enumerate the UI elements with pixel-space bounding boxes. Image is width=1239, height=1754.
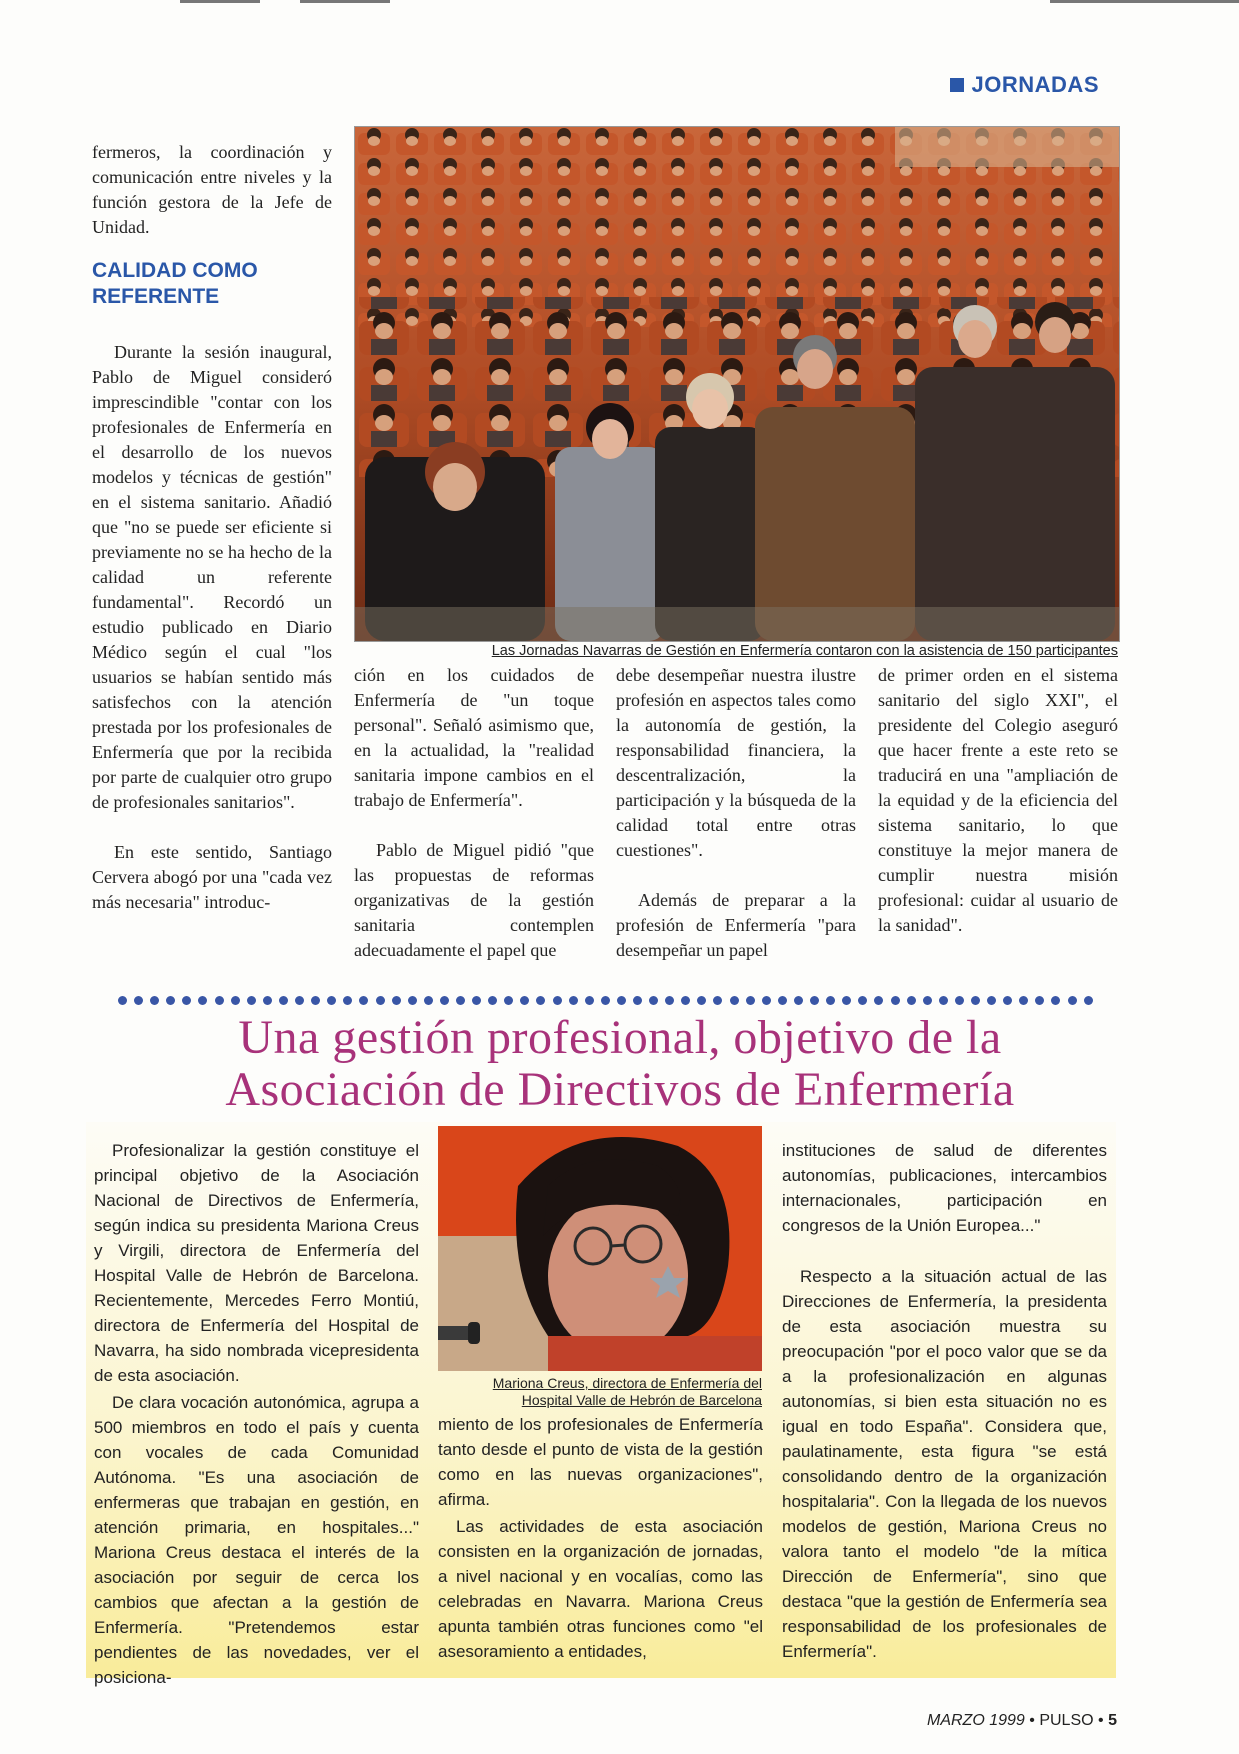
scan-mark [300,0,390,3]
scan-mark [1050,0,1239,3]
scan-mark [180,0,260,3]
column-2 [354,663,594,963]
separator-dot [874,996,883,1005]
section-tag [950,72,1099,98]
paragraph: miento de los profesionales de Enfermería tanto desde el punto de vista de la gestión como en las nuevas organizaciones", afirma. [438,1415,763,1509]
separator-dot [279,996,288,1005]
paragraph: En este sentido, Santiago Cervera abogó por una "cada vez más necesaria" introduc- [92,842,332,912]
separator-dot [778,996,787,1005]
separator-dot [794,996,803,1005]
paragraph: instituciones de salud de diferentes autonomías, publicaciones, intercambios internacionales, participación en congresos de la Unión Europea..." [782,1141,1107,1235]
article-headline [100,1012,1140,1116]
separator-dot [295,996,304,1005]
separator-dot [408,996,417,1005]
paragraph: Profesionalizar la gestión constituye el principal objetivo de la Asociación Nacional de Directivos de Enfermería, según indica su presidenta Mariona Creus y Virgili, directora de Enfermería del Hospital Valle de Hebrón de Barcelona. Recientemente, Mercedes Ferro Montiú, directora de Enfermería del Hospital de Navarra, ha sido nombrada vicepresidenta de esta asociación. [94,1141,419,1385]
paragraph: Además de preparar a la profesión de Enfermería "para desempeñar un papel [616,890,856,960]
separator-dot [488,996,497,1005]
page-number: 5 [1108,1712,1117,1729]
audience-photo [354,126,1120,642]
separator-dot [681,996,690,1005]
bottom-column-1 [94,1138,419,1690]
separator-dot [939,996,948,1005]
separator-dot [1068,996,1077,1005]
caption-line-1: Mariona Creus, directora de Enfermería del [492,1375,762,1391]
headline-line-1: Una gestión profesional, objetivo de la [238,1011,1002,1064]
separator-dot [520,996,529,1005]
separator-dot [263,996,272,1005]
separator-dot [182,996,191,1005]
dotted-separator [118,996,1093,1010]
separator-dot [150,996,159,1005]
separator-dot [231,996,240,1005]
separator-dot [343,996,352,1005]
separator-dot [440,996,449,1005]
separator-dot [1035,996,1044,1005]
separator-dot [633,996,642,1005]
paragraph: Durante la sesión inaugural, Pablo de Miguel consideró imprescindible "contar con los profesionales de Enfermería en el desarrollo de los nuevos modelos y técnicas de gestión" en el sistema sanitario. Añadió que "no se puede ser eficiente si previamente no se ha hecho de la calidad un referente fundamental". Recordó un estudio publicado en Diario Médico según el cual "los usuarios se habían sentido más satisfechos con la atención prestada por los profesionales de Enfermería que por la recibida por parte de cualquier otro grupo de profesionales sanitarios". [92,342,332,812]
square-bullet-icon [950,78,964,92]
photo-caption: Las Jornadas Navarras de Gestión en Enfermería contaron con la asistencia de 150 participantes [491,643,1118,659]
separator-dot [665,996,674,1005]
separator-dot [311,996,320,1005]
page-footer [927,1712,1117,1730]
column-1-intro [92,140,332,240]
headline-line-2: Asociación de Directivos de Enfermería [225,1063,1015,1116]
separator-dot [826,996,835,1005]
separator-dot [166,996,175,1005]
separator-dot [536,996,545,1005]
separator-dot [649,996,658,1005]
portrait-photo [438,1126,762,1371]
separator-dot [907,996,916,1005]
issue-date: MARZO 1999 [927,1712,1025,1729]
separator-dot [1051,996,1060,1005]
magazine-name: PULSO [1039,1712,1094,1729]
paragraph: De clara vocación autonómica, agrupa a 500 miembros en todo el país y cuenta con vocales de cada Comunidad Autónoma. "Es una asociación de enfermeras que trabajan en gestión, en atención primaria, en hospitales..." Mariona Creus destaca el interés de la asociación por seguir de cerca los cambios que afectan a la gestión de Enfermería. "Pretendemos estar pendientes de las novedades, ver el posiciona- [94,1393,419,1687]
separator-dot [553,996,562,1005]
portrait-caption [438,1375,762,1409]
separator-dot [1003,996,1012,1005]
separator-dot [456,996,465,1005]
paragraph: debe desempeñar nuestra ilustre profesión en aspectos tales como la autonomía de gestión, la responsabilidad financiera, la descentralización, la participación y la búsqueda de la calidad total entre otras cuestiones". [616,665,856,860]
separator-dot [713,996,722,1005]
separator-dot [810,996,819,1005]
separator-dot [215,996,224,1005]
separator-dot [730,996,739,1005]
separator-dot [601,996,610,1005]
column-1-body [92,340,332,915]
separator-dot [585,996,594,1005]
paragraph: Pablo de Miguel pidió "que las propuestas de reformas organizativas de la gestión sanitaria contemplen adecuadamente el papel que [354,840,594,960]
bottom-column-3 [782,1138,1107,1664]
separator-dot [971,996,980,1005]
separator-dot [858,996,867,1005]
separator-dot [762,996,771,1005]
separator-dot [134,996,143,1005]
paragraph: Respecto a la situación actual de las Direcciones de Enfermería, la presidenta de esta asociación muestra su preocupación "por el poco valor que se da a la profesionalización en algunas autonomías, si bien esta situación no es igual en todo España". Considera que, paulatinamente, esta figura "se está consolidando dentro de la organización hospitalaria". Con la llegada de los nuevos modelos de gestión, Mariona Creus no valora tanto el modelo "de la mítica Dirección de Enfermería", sino que destaca "que la gestión de Enfermería sea responsabilidad de los profesionales de Enfermería". [782,1267,1107,1661]
separator-dot [1084,996,1093,1005]
caption-line-2: Hospital Valle de Hebrón de Barcelona [521,1392,762,1408]
portrait-photo-illustration [438,1126,762,1371]
separator-dot [987,996,996,1005]
separator-dot [955,996,964,1005]
footer-separator: • [1029,1712,1035,1729]
separator-dot [923,996,932,1005]
separator-dot [247,996,256,1005]
separator-dot [1019,996,1028,1005]
separator-dot [472,996,481,1005]
column-3 [616,663,856,963]
separator-dot [746,996,755,1005]
separator-dot [891,996,900,1005]
separator-dot [842,996,851,1005]
column-4 [878,663,1118,938]
separator-dot [617,996,626,1005]
separator-dot [504,996,513,1005]
separator-dot [697,996,706,1005]
separator-dot [118,996,127,1005]
paragraph: ción en los cuidados de Enfermería de "un toque personal". Señaló asimismo que, en la actualidad, la "realidad sanitaria impone cambios en el trabajo de Enfermería". [354,665,594,810]
paragraph: de primer orden en el sistema sanitario del siglo XXI", el presidente del Colegio aseguró que hacer frente a este reto se traducirá en una "ampliación de la equidad y de la eficiencia del sistema sanitario, lo que constituye la mejor manera de cumplir nuestra misión profesional: cuidar al usuario de la sanidad". [878,665,1118,935]
bottom-column-2 [438,1412,763,1664]
separator-dot [359,996,368,1005]
separator-dot [569,996,578,1005]
intro-paragraph: fermeros, la coordinación y comunicación entre niveles y la función gestora de la Jefe de Unidad. [92,142,332,237]
audience-photo-illustration [355,127,1119,641]
separator-dot [392,996,401,1005]
section-tag-label: JORNADAS [971,72,1099,97]
separator-dot [424,996,433,1005]
separator-dot [376,996,385,1005]
separator-dot [327,996,336,1005]
separator-dot [198,996,207,1005]
paragraph: Las actividades de esta asociación consisten en la organización de jornadas, a nivel nacional y en vocalías, como las celebradas en Navarra. Mariona Creus apunta también otras funciones como "el asesoramiento a entidades, [438,1517,763,1661]
subheading: CALIDAD COMO REFERENTE [92,259,258,308]
footer-separator: • [1098,1712,1104,1729]
